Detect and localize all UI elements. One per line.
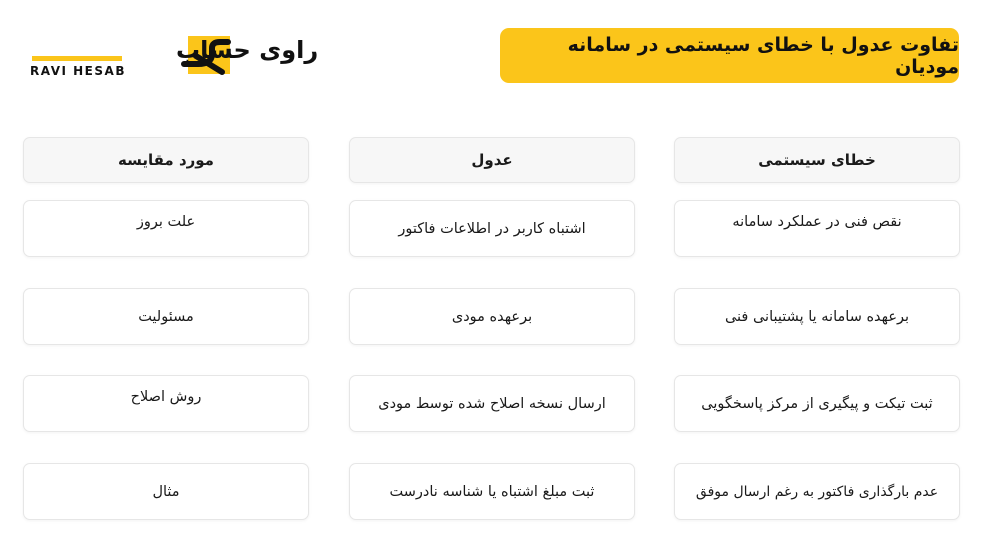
svg-text:راوی حساب: راوی حساب <box>176 36 319 64</box>
header-violation: عدول <box>349 137 635 183</box>
logo-subtext: RAVI HESAB <box>30 64 126 78</box>
title-banner <box>500 28 959 83</box>
header-comparison: مورد مقایسه <box>23 137 309 183</box>
table-cell: عدم بارگذاری فاکتور به رغم ارسال موفق <box>674 463 960 520</box>
table-cell: ارسال نسخه اصلاح شده توسط مودی <box>349 375 635 432</box>
table-cell: روش اصلاح <box>23 375 309 432</box>
table-cell: مسئولیت <box>23 288 309 345</box>
table-cell: اشتباه کاربر در اطلاعات فاکتور <box>349 200 635 257</box>
page-title: تفاوت عدول با خطای سیستمی در سامانه مودیان <box>567 33 959 78</box>
brand-logo <box>22 30 319 85</box>
table-cell: ثبت تیکت و پیگیری از مرکز پاسخگویی <box>674 375 960 432</box>
table-cell: علت بروز <box>23 200 309 257</box>
header-system-error: خطای سیستمی <box>674 137 960 183</box>
table-cell: نقص فنی در عملکرد سامانه <box>674 200 960 257</box>
table-cell: برعهده سامانه یا پشتیبانی فنی <box>674 288 960 345</box>
table-cell: مثال <box>23 463 309 520</box>
logo-wordmark <box>28 36 319 64</box>
table-cell: ثبت مبلغ اشتباه یا شناسه نادرست <box>349 463 635 520</box>
table-cell: برعهده مودی <box>349 288 635 345</box>
